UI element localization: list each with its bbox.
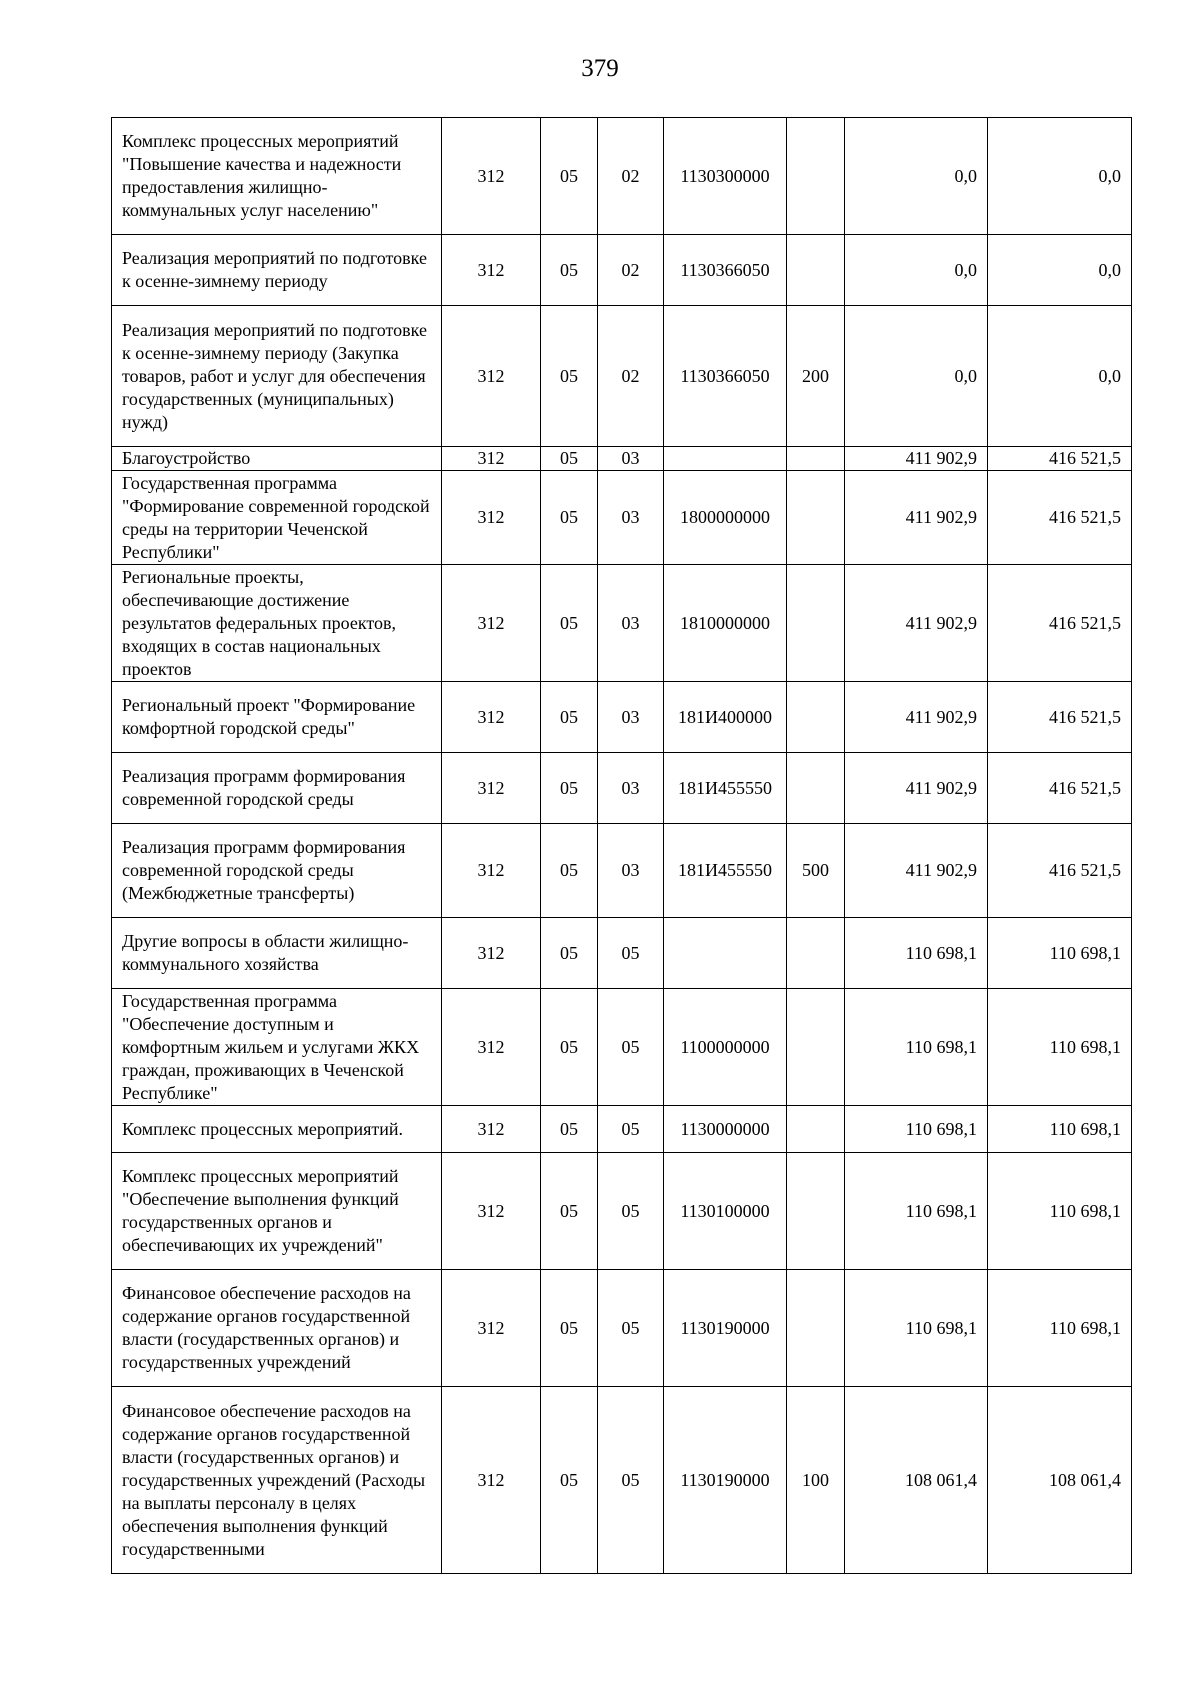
amount-second-year: 0,0 xyxy=(988,235,1132,306)
row-name: Региональные проекты, обеспечивающие достижение результатов федеральных проектов, входящих в состав национальных проектов xyxy=(112,565,442,682)
amount-second-year: 110 698,1 xyxy=(988,1106,1132,1153)
ministry-code: 312 xyxy=(442,918,541,989)
target-article-code: 1130000000 xyxy=(664,1106,787,1153)
row-name: Комплекс процессных мероприятий "Повышение качества и надежности предоставления жилищно-коммунальных услуг населению" xyxy=(112,118,442,235)
target-article-code xyxy=(664,918,787,989)
amount-second-year: 416 521,5 xyxy=(988,565,1132,682)
ministry-code: 312 xyxy=(442,306,541,447)
table-row xyxy=(112,989,1132,1106)
target-article-code: 1130100000 xyxy=(664,1153,787,1270)
target-article-code: 181И455550 xyxy=(664,753,787,824)
target-article-code: 181И400000 xyxy=(664,682,787,753)
amount-first-year: 110 698,1 xyxy=(845,989,988,1106)
section-code: 05 xyxy=(541,118,598,235)
amount-first-year: 411 902,9 xyxy=(845,471,988,565)
ministry-code: 312 xyxy=(442,1270,541,1387)
table-row xyxy=(112,306,1132,447)
expense-type-code xyxy=(787,989,845,1106)
amount-first-year: 110 698,1 xyxy=(845,1270,988,1387)
section-code: 05 xyxy=(541,1270,598,1387)
section-code: 05 xyxy=(541,824,598,918)
table-row xyxy=(112,565,1132,682)
row-name: Благоустройство xyxy=(112,447,442,471)
row-name: Реализация программ формирования современной городской среды (Межбюджетные трансферты) xyxy=(112,824,442,918)
table-row xyxy=(112,447,1132,471)
amount-first-year: 110 698,1 xyxy=(845,1106,988,1153)
amount-first-year: 0,0 xyxy=(845,306,988,447)
ministry-code: 312 xyxy=(442,447,541,471)
amount-second-year: 0,0 xyxy=(988,118,1132,235)
ministry-code: 312 xyxy=(442,682,541,753)
section-code: 05 xyxy=(541,1153,598,1270)
amount-second-year: 0,0 xyxy=(988,306,1132,447)
row-name: Другие вопросы в области жилищно-коммунального хозяйства xyxy=(112,918,442,989)
table-row xyxy=(112,918,1132,989)
expense-type-code xyxy=(787,1270,845,1387)
amount-second-year: 416 521,5 xyxy=(988,824,1132,918)
table-row xyxy=(112,682,1132,753)
amount-first-year: 0,0 xyxy=(845,235,988,306)
subsection-code: 05 xyxy=(598,1387,664,1574)
amount-first-year: 411 902,9 xyxy=(845,565,988,682)
table-row xyxy=(112,753,1132,824)
expense-type-code xyxy=(787,447,845,471)
section-code: 05 xyxy=(541,306,598,447)
amount-first-year: 108 061,4 xyxy=(845,1387,988,1574)
row-name: Реализация мероприятий по подготовке к осенне-зимнему периоду (Закупка товаров, работ и услуг для обеспечения государственных (муниципальных) нужд) xyxy=(112,306,442,447)
row-name: Финансовое обеспечение расходов на содержание органов государственной власти (государственных органов) и государственных учреждений (Расходы на выплаты персоналу в целях обеспечения выполнения функций государственными xyxy=(112,1387,442,1574)
table-row xyxy=(112,118,1132,235)
target-article-code: 1130190000 xyxy=(664,1387,787,1574)
amount-first-year: 411 902,9 xyxy=(845,824,988,918)
expense-type-code xyxy=(787,918,845,989)
ministry-code: 312 xyxy=(442,1106,541,1153)
amount-second-year: 110 698,1 xyxy=(988,1153,1132,1270)
subsection-code: 02 xyxy=(598,306,664,447)
expense-type-code: 500 xyxy=(787,824,845,918)
subsection-code: 03 xyxy=(598,565,664,682)
ministry-code: 312 xyxy=(442,235,541,306)
amount-second-year: 110 698,1 xyxy=(988,989,1132,1106)
subsection-code: 03 xyxy=(598,447,664,471)
target-article-code: 1130366050 xyxy=(664,306,787,447)
subsection-code: 02 xyxy=(598,235,664,306)
target-article-code: 1810000000 xyxy=(664,565,787,682)
section-code: 05 xyxy=(541,1387,598,1574)
table-body xyxy=(112,118,1132,1574)
row-name: Реализация мероприятий по подготовке к осенне-зимнему периоду xyxy=(112,235,442,306)
subsection-code: 03 xyxy=(598,471,664,565)
table-row xyxy=(112,1387,1132,1574)
section-code: 05 xyxy=(541,753,598,824)
expense-type-code xyxy=(787,118,845,235)
page-number: 379 xyxy=(581,55,619,82)
target-article-code: 1100000000 xyxy=(664,989,787,1106)
expense-type-code xyxy=(787,682,845,753)
table-row xyxy=(112,1153,1132,1270)
table-row xyxy=(112,1270,1132,1387)
section-code: 05 xyxy=(541,1106,598,1153)
amount-first-year: 110 698,1 xyxy=(845,1153,988,1270)
table-row xyxy=(112,471,1132,565)
amount-second-year: 110 698,1 xyxy=(988,1270,1132,1387)
section-code: 05 xyxy=(541,989,598,1106)
table-row xyxy=(112,824,1132,918)
subsection-code: 05 xyxy=(598,989,664,1106)
ministry-code: 312 xyxy=(442,824,541,918)
row-name: Региональный проект "Формирование комфортной городской среды" xyxy=(112,682,442,753)
expense-type-code: 200 xyxy=(787,306,845,447)
expense-type-code xyxy=(787,471,845,565)
amount-first-year: 0,0 xyxy=(845,118,988,235)
subsection-code: 03 xyxy=(598,753,664,824)
amount-second-year: 416 521,5 xyxy=(988,471,1132,565)
ministry-code: 312 xyxy=(442,989,541,1106)
section-code: 05 xyxy=(541,682,598,753)
subsection-code: 05 xyxy=(598,918,664,989)
section-code: 05 xyxy=(541,918,598,989)
row-name: Государственная программа "Формирование современной городской среды на территории Чеченской Республики" xyxy=(112,471,442,565)
section-code: 05 xyxy=(541,471,598,565)
amount-second-year: 416 521,5 xyxy=(988,682,1132,753)
target-article-code xyxy=(664,447,787,471)
ministry-code: 312 xyxy=(442,118,541,235)
expense-type-code xyxy=(787,1106,845,1153)
target-article-code: 1130366050 xyxy=(664,235,787,306)
expense-type-code xyxy=(787,235,845,306)
subsection-code: 05 xyxy=(598,1270,664,1387)
section-code: 05 xyxy=(541,447,598,471)
row-name: Государственная программа "Обеспечение доступным и комфортным жильем и услугами ЖКХ граждан, проживающих в Чеченской Республике" xyxy=(112,989,442,1106)
expense-type-code xyxy=(787,1153,845,1270)
expense-type-code xyxy=(787,753,845,824)
expense-type-code xyxy=(787,565,845,682)
target-article-code: 1130190000 xyxy=(664,1270,787,1387)
ministry-code: 312 xyxy=(442,1387,541,1574)
table-row xyxy=(112,1106,1132,1153)
row-name: Комплекс процессных мероприятий. xyxy=(112,1106,442,1153)
amount-second-year: 110 698,1 xyxy=(988,918,1132,989)
ministry-code: 312 xyxy=(442,753,541,824)
ministry-code: 312 xyxy=(442,565,541,682)
ministry-code: 312 xyxy=(442,1153,541,1270)
target-article-code: 1130300000 xyxy=(664,118,787,235)
subsection-code: 03 xyxy=(598,682,664,753)
budget-table xyxy=(111,117,1132,1574)
section-code: 05 xyxy=(541,235,598,306)
amount-first-year: 110 698,1 xyxy=(845,918,988,989)
subsection-code: 05 xyxy=(598,1153,664,1270)
row-name: Финансовое обеспечение расходов на содержание органов государственной власти (государственных органов) и государственных учреждений xyxy=(112,1270,442,1387)
target-article-code: 181И455550 xyxy=(664,824,787,918)
subsection-code: 05 xyxy=(598,1106,664,1153)
amount-second-year: 416 521,5 xyxy=(988,753,1132,824)
target-article-code: 1800000000 xyxy=(664,471,787,565)
expense-type-code: 100 xyxy=(787,1387,845,1574)
amount-first-year: 411 902,9 xyxy=(845,753,988,824)
amount-second-year: 416 521,5 xyxy=(988,447,1132,471)
table-row xyxy=(112,235,1132,306)
row-name: Реализация программ формирования современной городской среды xyxy=(112,753,442,824)
amount-first-year: 411 902,9 xyxy=(845,447,988,471)
ministry-code: 312 xyxy=(442,471,541,565)
section-code: 05 xyxy=(541,565,598,682)
subsection-code: 02 xyxy=(598,118,664,235)
row-name: Комплекс процессных мероприятий "Обеспечение выполнения функций государственных органов и обеспечивающих их учреждений" xyxy=(112,1153,442,1270)
subsection-code: 03 xyxy=(598,824,664,918)
amount-first-year: 411 902,9 xyxy=(845,682,988,753)
amount-second-year: 108 061,4 xyxy=(988,1387,1132,1574)
